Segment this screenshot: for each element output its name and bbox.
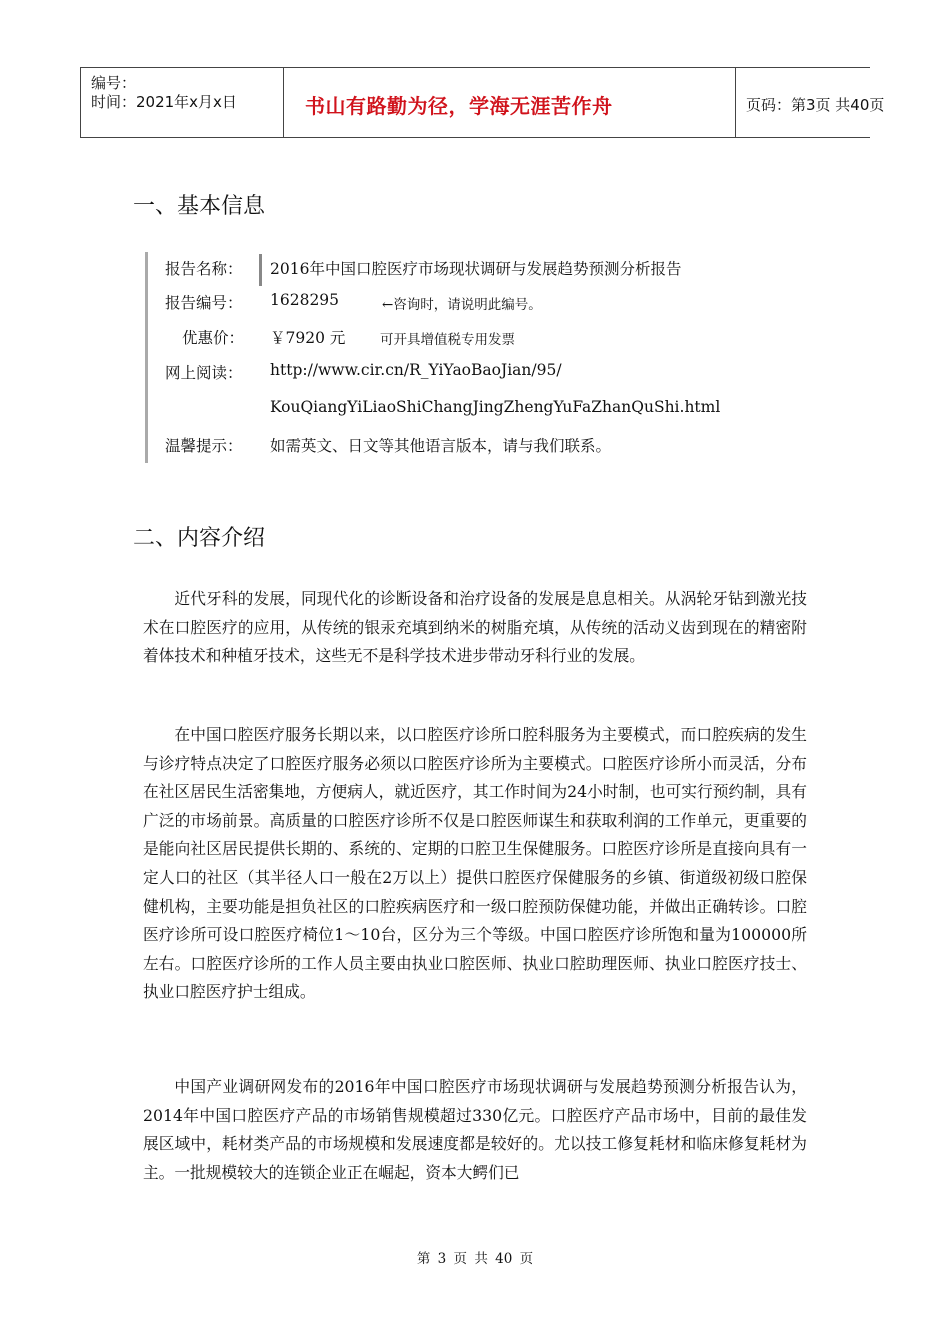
serial-label: 编号： (91, 74, 137, 92)
report-id-label: 报告编号： (165, 294, 243, 312)
report-id-value: 1628295 (270, 291, 340, 309)
online-read-label: 网上阅读： (165, 364, 243, 382)
header-meta-cell (80, 68, 284, 137)
header-motto-cell (283, 68, 736, 137)
page-footer: 第 3 页 共 40 页 (416, 1251, 534, 1267)
section-title-basic-info: 一、基本信息 (133, 194, 266, 219)
online-read-link-line2[interactable]: KouQiangYiLiaoShiChangJingZhengYuFaZhanQuShi.html (270, 398, 721, 416)
header-page-cell (736, 68, 885, 137)
header-page-info: 页码：第3页 共40页 (746, 96, 885, 114)
price-label: 优惠价： (182, 329, 245, 347)
paragraph-3: 中国产业调研网发布的2016年中国口腔医疗市场现状调研与发展趋势预测分析报告认为，2014年中国口腔医疗产品的市场销售规模超过330亿元。口腔医疗产品市场中，目前的最佳发展区域中，耗材类产品的市场规模和发展速度都是较好的。尤以技工修复耗材和临床修复耗材为主。一批规模较大的连锁企业正在崛起，资本大鳄们已 (143, 1077, 807, 1182)
section-title-content-intro: 二、内容介绍 (133, 526, 266, 551)
paragraph-2: 在中国口腔医疗服务长期以来，以口腔医疗诊所口腔科服务为主要模式，而口腔疾病的发生与诊疗特点决定了口腔医疗服务必须以口腔医疗诊所为主要模式。口腔医疗诊所小而灵活，分布在社区居民生活密集地，方便病人，就近医疗，其工作时间为24小时制，也可实行预约制，具有广泛的市场前景。高质量的口腔医疗诊所不仅是口腔医师谋生和获取利润的工作单元，更重要的是能向社区居民提供长期的、系统的、定期的口腔卫生保健服务。口腔医疗诊所是直接向具有一定人口的社区（其半径人口一般在2万以上）提供口腔医疗保健服务的乡镇、街道级初级口腔保健机构，主要功能是担负社区的口腔疾病医疗和一级口腔预防保健功能，并做出正确转诊。口腔医疗诊所可设口腔医疗椅位1～10台，区分为三个等级。中国口腔医疗诊所饱和量为100000所左右。口腔医疗诊所的工作人员主要由执业口腔医师、执业口腔助理医师、执业口腔医疗技士、执业口腔医疗护士组成。 (143, 725, 807, 1002)
online-read-link-line1[interactable]: http://www.cir.cn/R_YiYaoBaoJian/95/ (270, 361, 562, 379)
tip-value: 如需英文、日文等其他语言版本，请与我们联系。 (270, 437, 612, 455)
paragraph-1: 近代牙科的发展，同现代化的诊断设备和治疗设备的发展是息息相关。从涡轮牙钻到激光技术在口腔医疗的应用，从传统的银汞充填到纳米的树脂充填，从传统的活动义齿到现在的精密附着体技术和种植牙技术，这些无不是科学技术进步带动牙科行业的发展。 (143, 589, 807, 666)
price-value: ￥7920 元 (270, 329, 346, 347)
report-name-marker (259, 254, 262, 286)
motto-text: 书山有路勤为径，学海无涯苦作舟 (305, 94, 613, 118)
tip-label: 温馨提示： (165, 437, 243, 455)
report-name-value: 2016年中国口腔医疗市场现状调研与发展趋势预测分析报告 (270, 260, 682, 278)
date-label: 时间：2021年x月x日 (91, 93, 237, 111)
price-note: 可开具增值税专用发票 (380, 332, 515, 348)
report-name-label: 报告名称： (165, 260, 243, 278)
report-id-note: ←咨询时，请说明此编号。 (382, 297, 542, 313)
info-block-bar (145, 252, 148, 463)
page-header (80, 67, 885, 138)
